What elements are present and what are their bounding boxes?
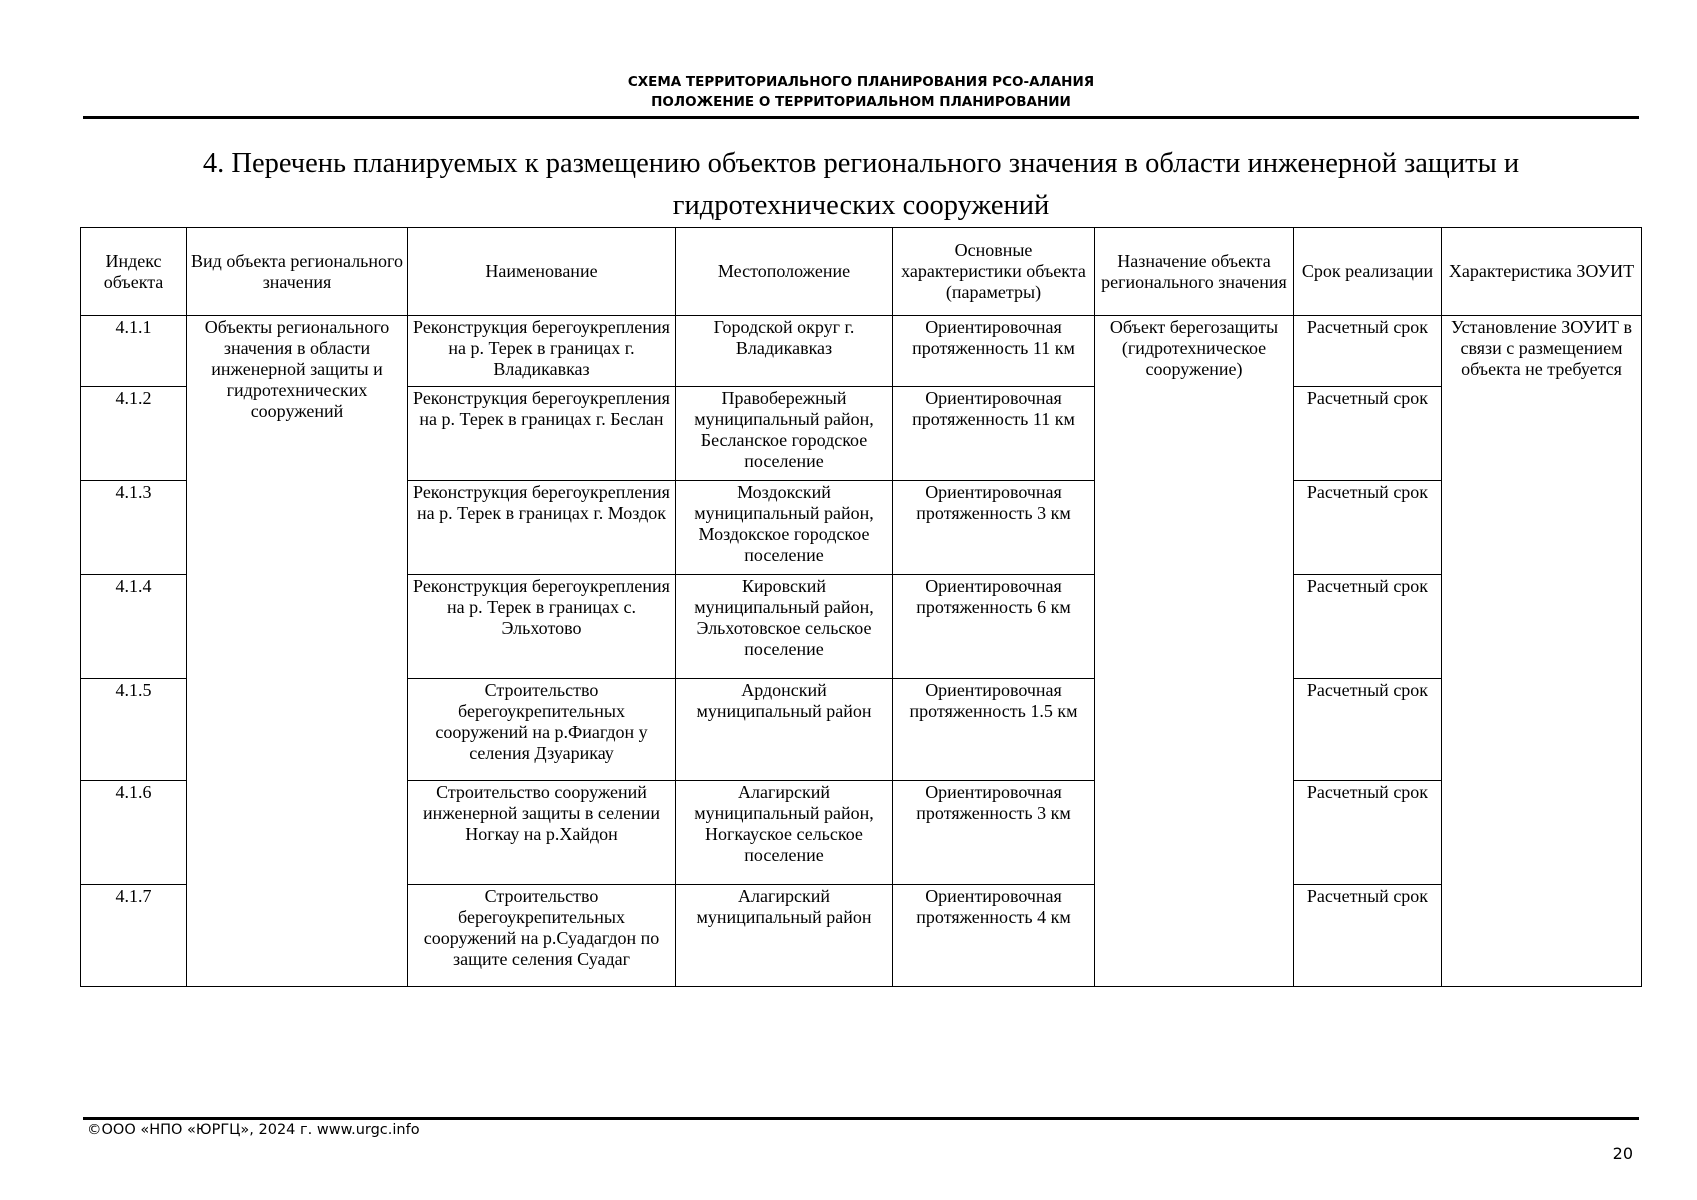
parameters-cell: Ориентировочная протяженность 3 км	[893, 781, 1095, 885]
purpose-cell: Объект берегозащиты (гидротехническое сооружение)	[1095, 316, 1294, 987]
location-cell: Алагирский муниципальный район, Ногкауское сельское поселение	[676, 781, 893, 885]
column-header-purpose: Назначение объекта регионального значения	[1095, 228, 1294, 316]
name-cell: Реконструкция берегоукрепления на р. Терек в границах г. Владикавказ	[408, 316, 676, 387]
index-cell: 4.1.7	[81, 885, 187, 987]
column-header-zouit: Характеристика ЗОУИТ	[1442, 228, 1642, 316]
parameters-cell: Ориентировочная протяженность 11 км	[893, 316, 1095, 387]
objects-table	[80, 227, 1642, 987]
location-cell: Городской округ г. Владикавказ	[676, 316, 893, 387]
term-cell: Расчетный срок	[1294, 575, 1442, 679]
parameters-cell: Ориентировочная протяженность 1.5 км	[893, 679, 1095, 781]
index-cell: 4.1.5	[81, 679, 187, 781]
section-title	[83, 143, 1639, 227]
term-cell: Расчетный срок	[1294, 781, 1442, 885]
zouit-cell: Установление ЗОУИТ в связи с размещением объекта не требуется	[1442, 316, 1642, 987]
name-cell: Реконструкция берегоукрепления на р. Терек в границах с. Эльхотово	[408, 575, 676, 679]
term-cell: Расчетный срок	[1294, 387, 1442, 481]
running-header	[83, 72, 1639, 112]
index-cell: 4.1.4	[81, 575, 187, 679]
term-cell: Расчетный срок	[1294, 316, 1442, 387]
name-cell: Строительство берегоукрепительных сооружений на р.Суадагдон по защите селения Суадаг	[408, 885, 676, 987]
column-header-index: Индекс объекта	[81, 228, 187, 316]
term-cell: Расчетный срок	[1294, 679, 1442, 781]
index-cell: 4.1.6	[81, 781, 187, 885]
table-row	[81, 316, 1642, 387]
section-title-line-1: 4. Перечень планируемых к размещению объектов регионального значения в области инженерной защиты и	[202, 148, 1520, 179]
running-header-line-1: СХЕМА ТЕРРИТОРИАЛЬНОГО ПЛАНИРОВАНИЯ РСО-АЛАНИЯ	[627, 74, 1095, 90]
term-cell: Расчетный срок	[1294, 885, 1442, 987]
column-header-parameters: Основные характеристики объекта (параметры)	[893, 228, 1095, 316]
parameters-cell: Ориентировочная протяженность 3 км	[893, 481, 1095, 575]
table-header-row	[81, 228, 1642, 316]
column-header-object-type: Вид объекта регионального значения	[187, 228, 408, 316]
name-cell: Строительство сооружений инженерной защиты в селении Ногкау на р.Хайдон	[408, 781, 676, 885]
index-cell: 4.1.1	[81, 316, 187, 387]
index-cell: 4.1.3	[81, 481, 187, 575]
column-header-location: Местоположение	[676, 228, 893, 316]
running-header-line-2: ПОЛОЖЕНИЕ О ТЕРРИТОРИАЛЬНОМ ПЛАНИРОВАНИИ	[651, 94, 1071, 110]
location-cell: Ардонский муниципальный район	[676, 679, 893, 781]
parameters-cell: Ориентировочная протяженность 11 км	[893, 387, 1095, 481]
name-cell: Реконструкция берегоукрепления на р. Терек в границах г. Беслан	[408, 387, 676, 481]
column-header-term: Срок реализации	[1294, 228, 1442, 316]
location-cell: Правобережный муниципальный район, Бесланское городское поселение	[676, 387, 893, 481]
footer-copyright: ©ООО «НПО «ЮРГЦ», 2024 г. www.urgc.info	[87, 1122, 420, 1138]
location-cell: Алагирский муниципальный район	[676, 885, 893, 987]
term-cell: Расчетный срок	[1294, 481, 1442, 575]
location-cell: Кировский муниципальный район, Эльхотовское сельское поселение	[676, 575, 893, 679]
page-number: 20	[1612, 1144, 1633, 1163]
parameters-cell: Ориентировочная протяженность 4 км	[893, 885, 1095, 987]
column-header-name: Наименование	[408, 228, 676, 316]
location-cell: Моздокский муниципальный район, Моздокское городское поселение	[676, 481, 893, 575]
object-type-cell: Объекты регионального значения в области инженерной защиты и гидротехнических сооружений	[187, 316, 408, 987]
name-cell: Реконструкция берегоукрепления на р. Терек в границах г. Моздок	[408, 481, 676, 575]
parameters-cell: Ориентировочная протяженность 6 км	[893, 575, 1095, 679]
name-cell: Строительство берегоукрепительных сооружений на р.Фиагдон у селения Дзуарикау	[408, 679, 676, 781]
section-title-line-2: гидротехнических сооружений	[672, 190, 1050, 221]
index-cell: 4.1.2	[81, 387, 187, 481]
header-divider	[83, 116, 1639, 119]
